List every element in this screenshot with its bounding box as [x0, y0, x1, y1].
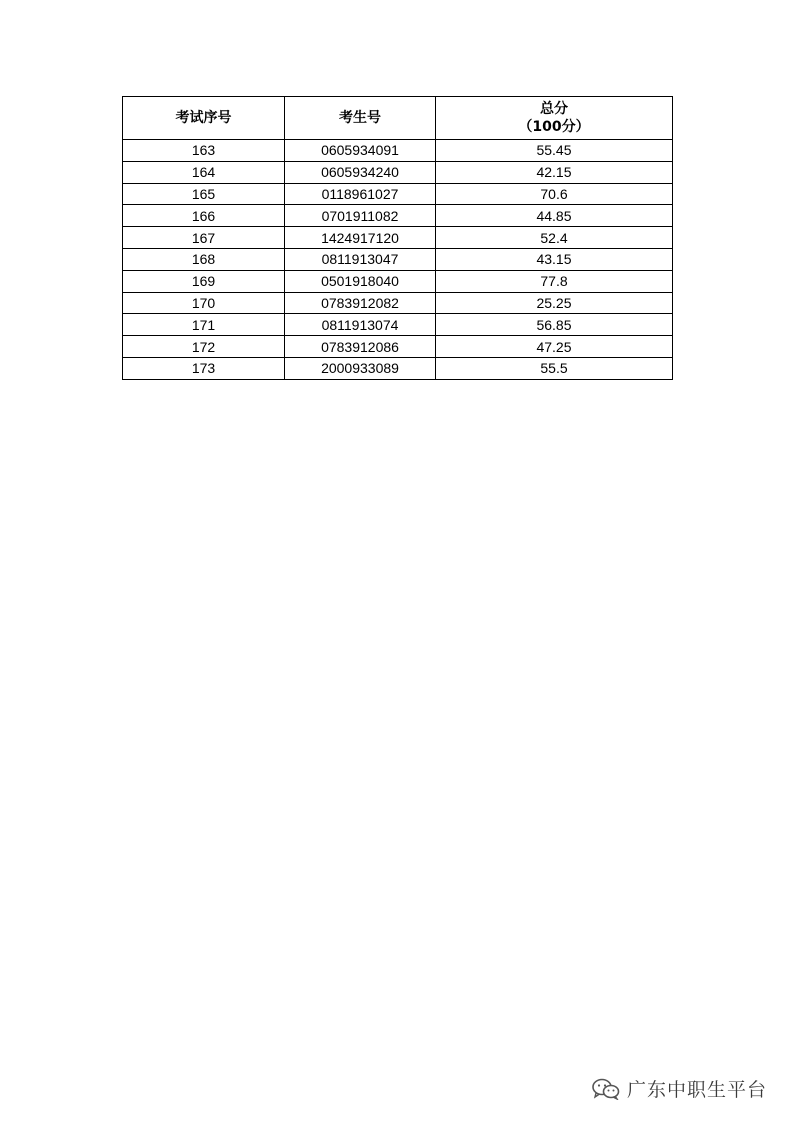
cell-exam-seq: 170: [123, 292, 285, 314]
cell-candidate-number: 2000933089: [285, 357, 436, 379]
score-table: [122, 96, 673, 380]
header-row: [123, 97, 673, 140]
cell-total-score: 52.4: [436, 227, 673, 249]
table-row: [123, 161, 673, 183]
header-total-score: [436, 97, 673, 140]
cell-candidate-number: 0501918040: [285, 270, 436, 292]
cell-total-score: 55.5: [436, 357, 673, 379]
header-total-label: 总分: [540, 101, 568, 117]
table-row: [123, 205, 673, 227]
cell-candidate-number: 0783912082: [285, 292, 436, 314]
cell-total-score: 44.85: [436, 205, 673, 227]
cell-exam-seq: 165: [123, 183, 285, 205]
table-row: [123, 357, 673, 379]
table-row: [123, 248, 673, 270]
cell-total-score: 77.8: [436, 270, 673, 292]
cell-candidate-number: 0701911082: [285, 205, 436, 227]
header-exam-seq: 考试序号: [123, 97, 285, 140]
cell-exam-seq: 163: [123, 140, 285, 162]
cell-exam-seq: 169: [123, 270, 285, 292]
cell-total-score: 55.45: [436, 140, 673, 162]
cell-candidate-number: 0605934091: [285, 140, 436, 162]
cell-exam-seq: 164: [123, 161, 285, 183]
header-candidate-number: 考生号: [285, 97, 436, 140]
cell-candidate-number: 0783912086: [285, 336, 436, 358]
watermark-text: 广东中职生平台: [626, 1079, 767, 1101]
cell-total-score: 42.15: [436, 161, 673, 183]
table-body: [123, 140, 673, 380]
cell-candidate-number: 0605934240: [285, 161, 436, 183]
cell-total-score: 25.25: [436, 292, 673, 314]
header-total-max: （100分）: [518, 119, 590, 135]
watermark: [591, 1075, 767, 1102]
wechat-icon: [591, 1078, 621, 1100]
cell-candidate-number: 1424917120: [285, 227, 436, 249]
cell-candidate-number: 0811913047: [285, 248, 436, 270]
cell-exam-seq: 173: [123, 357, 285, 379]
cell-total-score: 47.25: [436, 336, 673, 358]
cell-total-score: 70.6: [436, 183, 673, 205]
table-row: [123, 314, 673, 336]
table-row: [123, 140, 673, 162]
table-row: [123, 292, 673, 314]
cell-exam-seq: 166: [123, 205, 285, 227]
table-row: [123, 270, 673, 292]
cell-total-score: 43.15: [436, 248, 673, 270]
table-row: [123, 227, 673, 249]
cell-exam-seq: 167: [123, 227, 285, 249]
cell-total-score: 56.85: [436, 314, 673, 336]
cell-exam-seq: 172: [123, 336, 285, 358]
cell-exam-seq: 168: [123, 248, 285, 270]
table-row: [123, 183, 673, 205]
cell-candidate-number: 0811913074: [285, 314, 436, 336]
table-row: [123, 336, 673, 358]
cell-candidate-number: 0118961027: [285, 183, 436, 205]
cell-exam-seq: 171: [123, 314, 285, 336]
